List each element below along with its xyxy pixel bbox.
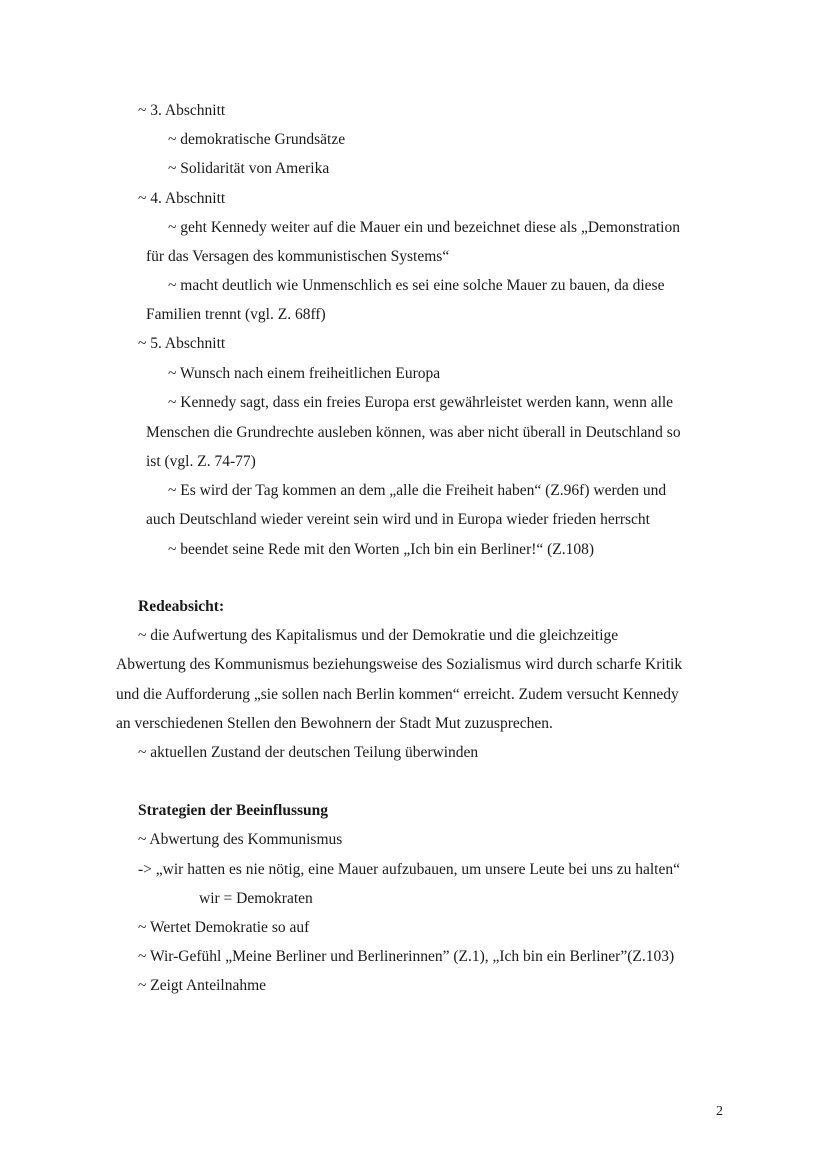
strategien-item: ~ Wertet Demokratie so auf <box>138 919 310 936</box>
abschnitt-5-item: ~ Kennedy sagt, dass ein freies Europa erst gewährleistet werden kann, wenn alle <box>168 394 674 411</box>
abschnitt-5-item-cont: auch Deutschland wieder vereint sein wird und in Europa wieder frieden herrscht <box>146 511 650 528</box>
strategien-heading: Strategien der Beeinflussung <box>138 802 329 819</box>
abschnitt-5-item: ~ beendet seine Rede mit den Worten „Ich bin ein Berliner!“ (Z.108) <box>168 541 595 558</box>
abschnitt-5-item-cont: Menschen die Grundrechte ausleben können, was aber nicht überall in Deutschland so <box>146 424 681 441</box>
abschnitt-4-item: ~ macht deutlich wie Unmenschlich es sei eine solche Mauer zu bauen, da diese <box>168 277 665 294</box>
abschnitt-3-item: ~ Solidarität von Amerika <box>168 160 330 177</box>
abschnitt-4-item-cont: für das Versagen des kommunistischen Systems“ <box>146 248 450 265</box>
strategien-item: -> „wir hatten es nie nötig, eine Mauer aufzubauen, um unsere Leute bei uns zu halten“ <box>138 861 680 878</box>
abschnitt-3-heading: ~ 3. Abschnitt <box>138 102 226 119</box>
redeabsicht-line: ~ aktuellen Zustand der deutschen Teilung überwinden <box>138 744 479 761</box>
redeabsicht-heading: Redeabsicht: <box>138 598 225 615</box>
redeabsicht-line: ~ die Aufwertung des Kapitalismus und der Demokratie und die gleichzeitige <box>138 627 619 644</box>
abschnitt-4-item-cont: Familien trennt (vgl. Z. 68ff) <box>146 306 326 323</box>
strategien-item: ~ Zeigt Anteilnahme <box>138 977 267 994</box>
strategien-item: ~ Wir-Gefühl „Meine Berliner und Berlinerinnen” (Z.1), „Ich bin ein Berliner”(Z.103) <box>138 948 675 965</box>
strategien-item: ~ Abwertung des Kommunismus <box>138 831 343 848</box>
abschnitt-5-item: ~ Wunsch nach einem freiheitlichen Europa <box>168 365 441 382</box>
abschnitt-5-heading: ~ 5. Abschnitt <box>138 335 226 352</box>
page-number: 2 <box>716 1104 723 1119</box>
redeabsicht-line: und die Aufforderung „sie sollen nach Berlin kommen“ erreicht. Zudem versucht Kennedy <box>116 686 679 703</box>
abschnitt-5-item-cont: ist (vgl. Z. 74-77) <box>146 453 256 470</box>
redeabsicht-line: an verschiedenen Stellen den Bewohnern der Stadt Mut zuzusprechen. <box>116 715 553 732</box>
strategien-item: wir = Demokraten <box>199 890 313 907</box>
abschnitt-4-item: ~ geht Kennedy weiter auf die Mauer ein und bezeichnet diese als „Demonstration <box>168 219 680 236</box>
abschnitt-3-item: ~ demokratische Grundsätze <box>168 131 346 148</box>
abschnitt-5-item: ~ Es wird der Tag kommen an dem „alle die Freiheit haben“ (Z.96f) werden und <box>168 482 667 499</box>
abschnitt-4-heading: ~ 4. Abschnitt <box>138 190 226 207</box>
redeabsicht-line: Abwertung des Kommunismus beziehungsweise des Sozialismus wird durch scharfe Kritik <box>116 656 683 673</box>
